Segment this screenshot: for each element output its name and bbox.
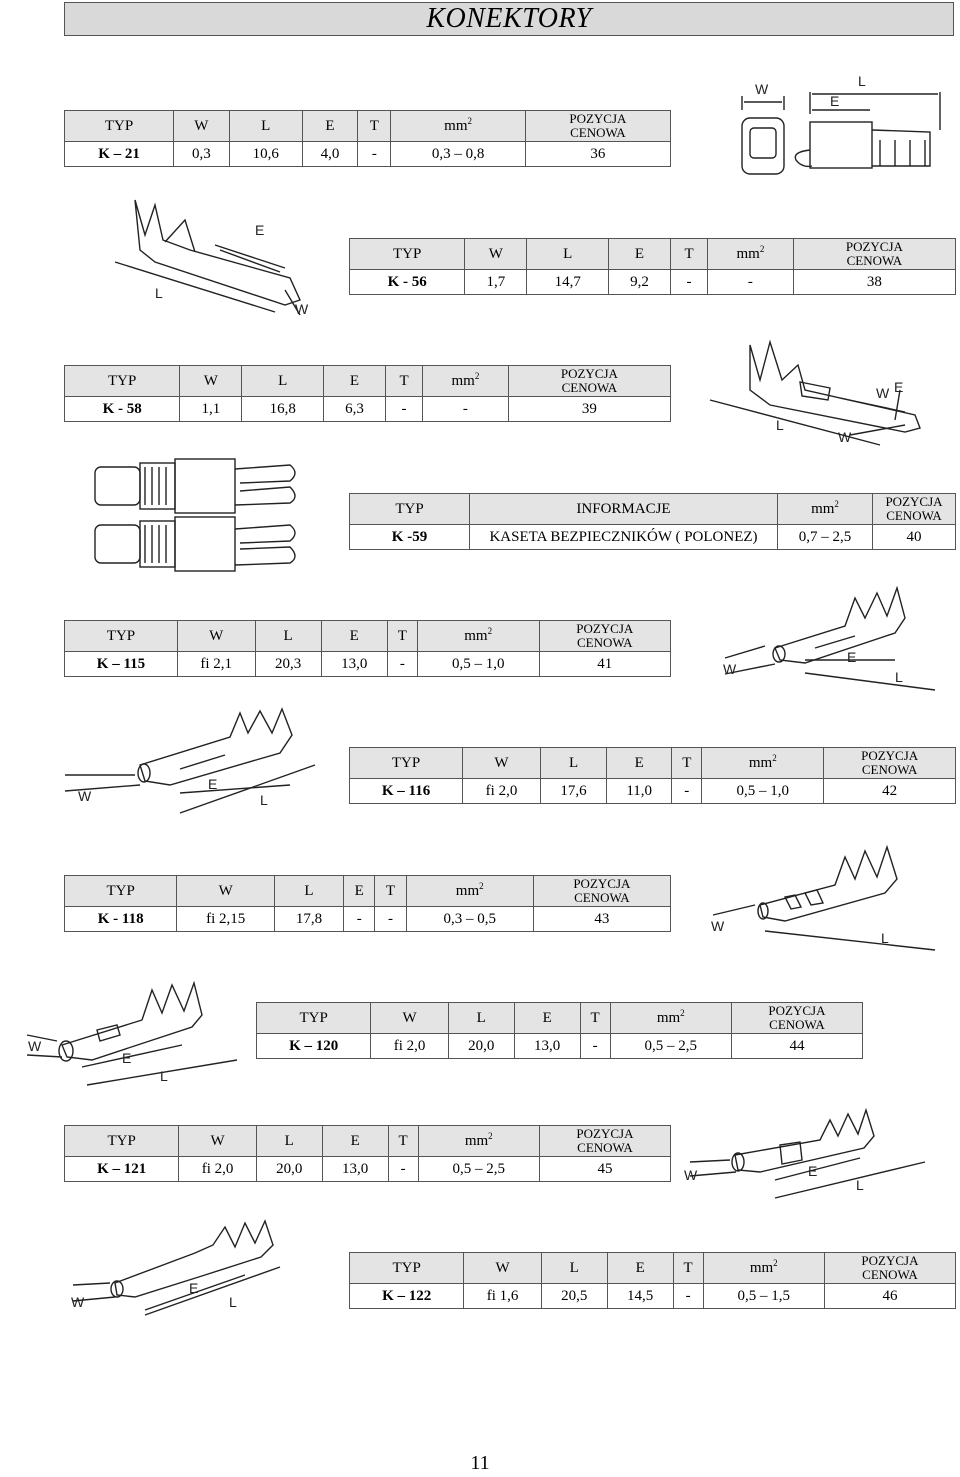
svg-text:W: W xyxy=(838,429,852,445)
spec-table-k121 xyxy=(64,1125,671,1182)
table-row: K – 116 fi 2,0 17,6 11,0 - 0,5 – 1,0 42 xyxy=(350,779,956,804)
table-header: TYP W L E T $mm^2$ POZYCJA CENOWA xyxy=(350,239,956,270)
spec-table-k116 xyxy=(349,747,956,804)
svg-text:W: W xyxy=(876,385,890,401)
table-header: TYP W L E T $mm^2$ POZYCJA CENOWA xyxy=(65,1126,671,1157)
table-header: TYP W L E T $mm^2$ POZYCJA CENOWA xyxy=(65,876,671,907)
table-header: TYP W L E T $mm^2$ POZYCJA CENOWA xyxy=(350,1253,956,1284)
svg-text:W: W xyxy=(78,788,92,804)
page-title-text: KONEKTORY xyxy=(426,3,592,34)
svg-text:W: W xyxy=(684,1167,698,1183)
table-row: K - 58 1,1 16,8 6,3 - - 39 xyxy=(65,397,671,422)
table-header: TYP W L E T $mm^2$ POZYCJA CENOWA xyxy=(257,1003,863,1034)
svg-text:E: E xyxy=(122,1050,132,1066)
svg-text:L: L xyxy=(881,930,889,946)
table-header: TYP W L E T $mm^2$ POZYCJA CENOWA xyxy=(350,748,956,779)
svg-text:L: L xyxy=(856,1177,864,1193)
svg-text:L: L xyxy=(155,285,163,301)
svg-text:L: L xyxy=(260,792,268,808)
table-header: TYP W L E T $mm^2$ POZYCJA CENOWA xyxy=(65,366,671,397)
svg-text:L: L xyxy=(895,669,903,685)
table-row: K – 115 fi 2,1 20,3 13,0 - 0,5 – 1,0 41 xyxy=(65,652,671,677)
connector-drawing-k120 xyxy=(22,975,252,1090)
svg-text:E: E xyxy=(894,379,904,395)
connector-drawing-k116 xyxy=(60,705,335,825)
connector-drawing-k118 xyxy=(705,835,955,960)
table-row: K - 118 fi 2,15 17,8 - - 0,3 – 0,5 43 xyxy=(65,907,671,932)
svg-text:W: W xyxy=(71,1294,85,1310)
connector-drawing-k59 xyxy=(90,455,305,580)
svg-text:L: L xyxy=(229,1294,237,1310)
svg-text:E: E xyxy=(255,222,265,238)
svg-text:L: L xyxy=(858,73,866,89)
svg-text:E: E xyxy=(208,776,218,792)
spec-table-k56 xyxy=(349,238,956,295)
table-row: K – 21 0,3 10,6 4,0 - 0,3 – 0,8 36 xyxy=(65,142,671,167)
connector-drawing-k56 xyxy=(95,190,325,320)
connector-drawing-k58 xyxy=(700,320,950,460)
spec-table-k21 xyxy=(64,110,671,167)
table-row: K -59 KASETA BEZPIECZNIKÓW ( POLONEZ) 0,7 – 2,5 40 xyxy=(350,525,956,550)
table-row: K – 120 fi 2,0 20,0 13,0 - 0,5 – 2,5 44 xyxy=(257,1034,863,1059)
svg-text:W: W xyxy=(711,918,725,934)
spec-table-k118 xyxy=(64,875,671,932)
table-row: K – 122 fi 1,6 20,5 14,5 - 0,5 – 1,5 46 xyxy=(350,1284,956,1309)
svg-text:W: W xyxy=(295,301,309,317)
svg-text:E: E xyxy=(808,1163,818,1179)
svg-text:W: W xyxy=(723,661,737,677)
table-header: TYP W L E T $mm^2$ POZYCJA CENOWA xyxy=(65,621,671,652)
table-header: TYP INFORMACJE $mm^2$ POZYCJA CENOWA xyxy=(350,494,956,525)
spec-table-k115 xyxy=(64,620,671,677)
connector-drawing-k21 xyxy=(730,70,950,180)
page-number: 11 xyxy=(470,1452,490,1474)
svg-text:L: L xyxy=(776,417,784,433)
table-row: K – 121 fi 2,0 20,0 13,0 - 0,5 – 2,5 45 xyxy=(65,1157,671,1182)
table-row: K - 56 1,7 14,7 9,2 - - 38 xyxy=(350,270,956,295)
table-header: TYP W L E T $mm^2$ POZYCJA CENOWA xyxy=(65,111,671,142)
svg-text:W: W xyxy=(755,81,769,97)
spec-table-k120 xyxy=(256,1002,863,1059)
svg-text:E: E xyxy=(847,649,857,665)
svg-text:E: E xyxy=(189,1280,199,1296)
spec-table-k58 xyxy=(64,365,671,422)
svg-text:W: W xyxy=(28,1038,42,1054)
connector-drawing-k122 xyxy=(65,1215,305,1320)
connector-drawing-k121 xyxy=(680,1100,950,1210)
spec-table-k122 xyxy=(349,1252,956,1309)
svg-text:E: E xyxy=(830,93,840,109)
svg-text:L: L xyxy=(160,1068,168,1084)
spec-table-k59 xyxy=(349,493,956,550)
connector-drawing-k115 xyxy=(705,578,955,698)
page-title xyxy=(64,2,954,36)
